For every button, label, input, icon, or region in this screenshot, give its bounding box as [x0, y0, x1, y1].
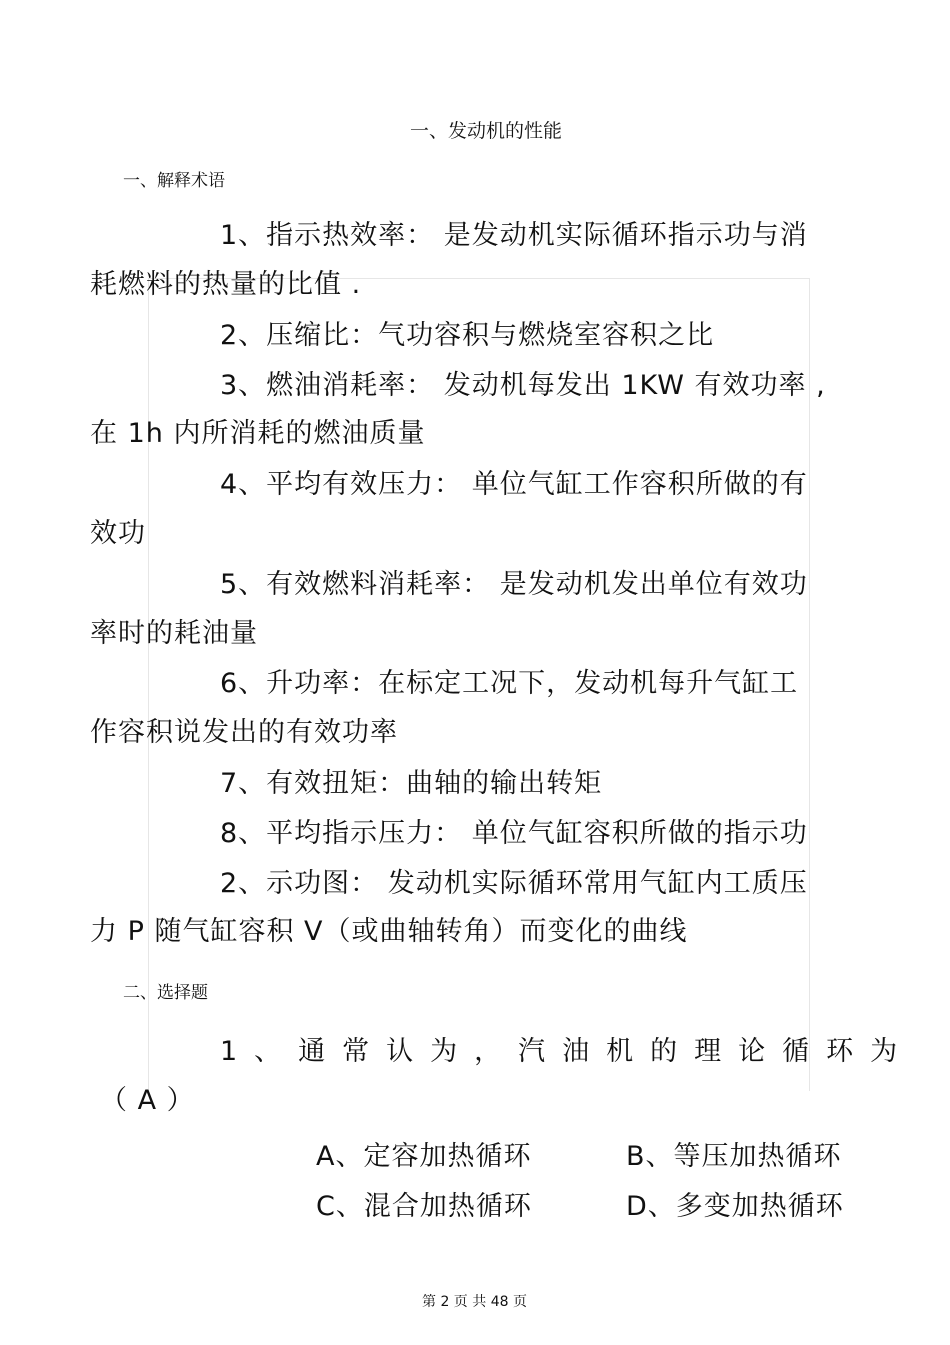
term-9-line1: 2、示功图： 发动机实际循环常用气缸内工质压 — [220, 868, 808, 899]
option-b: B、等压加热循环 — [626, 1141, 842, 1172]
term-7-line1: 7、有效扭矩：曲轴的输出转矩 — [220, 768, 603, 799]
term-4-line1: 4、平均有效压力： 单位气缸工作容积所做的有 — [220, 469, 808, 500]
question-1-stem: 1、通常认为，汽油机的理论循环为 — [220, 1036, 915, 1067]
option-d: D、多变加热循环 — [626, 1191, 844, 1222]
section-heading-choice: 二、选择题 — [123, 983, 208, 1003]
term-6-line2: 作容积说发出的有效功率 — [90, 717, 398, 748]
page-title: 一、发动机的性能 — [410, 120, 563, 142]
term-2-line1: 2、压缩比：气功容积与燃烧室容积之比 — [220, 320, 715, 351]
page-footer: 第 2 页 共 48 页 — [422, 1294, 527, 1310]
option-c: C、混合加热循环 — [316, 1191, 532, 1222]
section-heading-terms: 一、解释术语 — [123, 171, 225, 191]
term-6-line1: 6、升功率：在标定工况下，发动机每升气缸工 — [220, 668, 799, 699]
term-1-line1: 1、指示热效率： 是发动机实际循环指示功与消 — [220, 220, 808, 251]
term-9-line2: 力 P 随气缸容积 V（或曲轴转角）而变化的曲线 — [90, 916, 688, 947]
term-4-line2: 效功 — [90, 518, 146, 549]
term-1-line2: 耗燃料的热量的比值 . — [90, 269, 362, 300]
term-8-line1: 8、平均指示压力： 单位气缸容积所做的指示功 — [220, 818, 808, 849]
option-a: A、定容加热循环 — [316, 1141, 532, 1172]
term-5-line1: 5、有效燃料消耗率： 是发动机发出单位有效功 — [220, 569, 808, 600]
term-3-line2: 在 1h 内所消耗的燃油质量 — [90, 418, 426, 449]
term-5-line2: 率时的耗油量 — [90, 618, 258, 649]
question-1-answer: （ A ） — [100, 1085, 195, 1116]
term-3-line1: 3、燃油消耗率： 发动机每发出 1KW 有效功率 , — [220, 370, 826, 401]
